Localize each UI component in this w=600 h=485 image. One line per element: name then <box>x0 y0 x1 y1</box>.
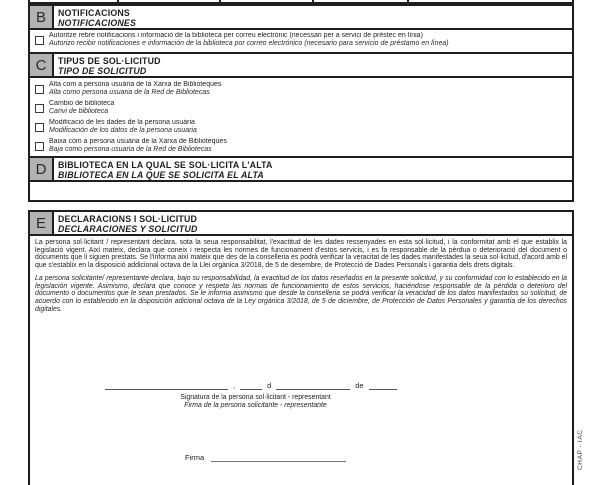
request-type-option-alta <box>35 81 568 100</box>
section-c-title-ca: TIPUS DE SOL·LICITUD <box>58 56 161 66</box>
library-name-field[interactable] <box>30 182 572 200</box>
option-label-es: Autorizo recibir notificaciones e información de la biblioteca por correo electrónico (necesario para servicio de préstamo en línea) <box>49 40 449 48</box>
signature-caption-ca: Signatura de la persona sol·licitant - representant <box>180 394 331 401</box>
form-body <box>28 0 574 485</box>
section-b-notifications <box>28 4 574 54</box>
section-d-header <box>30 158 572 182</box>
table-column-divider <box>219 0 221 3</box>
day-blank-field[interactable] <box>240 381 262 390</box>
option-label-es: Modificación de los datos de la persona usuaria <box>49 127 197 135</box>
request-type-alta-checkbox[interactable] <box>35 85 44 94</box>
declaration-paragraph-es: La persona solicitante/ representante declara, bajo su responsabilidad, la exactitud de los datos reseñados en la presente solicitud, y su conformidad con lo establecido en la legislación vigente. Asimismo, declara que conoce y respeta las normas de funcionamiento de estos servicios, haciéndose responsable de la pérdida o deterioro del documento o documentos que le sean prestados. Se le informa asimismo que desde la conselleria se podrá verificar la veracidad de los datos manifestados su solicitud, de acuerdo con lo establecido en la disposición adicional octava de la Ley orgánica 3/2018, de 5 de diciembre, de Protección de Datos Personales y garantía de los derechos digitales. <box>35 274 567 313</box>
place-blank-field[interactable] <box>105 381 228 390</box>
notifications-consent-checkbox[interactable] <box>35 36 44 45</box>
section-c-title <box>54 54 161 76</box>
option-label-es: Canvi de biblioteca <box>49 108 109 116</box>
signature-caption-es: Firma de la persona solicitante - representante <box>184 401 327 409</box>
section-e-title-es: DECLARACIONES Y SOLICITUD <box>58 224 198 234</box>
section-c-body <box>30 78 572 156</box>
option-label-ca: Cambio de biblioteca <box>49 100 115 107</box>
date-connector-d: d <box>267 381 272 390</box>
option-label-es: Baja como persona usuaria de la Red de Bibliotecas <box>49 146 212 154</box>
signature-blank-field[interactable] <box>211 453 346 462</box>
section-letter-d: D <box>30 158 54 180</box>
declaration-paragraph-ca: La persona sol·licitant / representant declara, sota la seua responsabilitat, l'exactitud de les dades ressenyades en esta sol·licitud, i la conformitat amb el que establix la legislació vigent. Així mateix, declara que coneix i respecta les normes de funcionament d'estos servicis, i es fa responsable de la pèrdua o deterioració del document o documents que li siguen prestats. Se l'informa així mateix que des de la conselleria es podrà verificar la veracitat de les dades manifestades la seua sol·licitud, d'acord amb el que s'establix en la disposició addicional octava de la Llei orgànica 3/2018, de 5 de desembre, de Protecció de Dades Personals i garantia dels drets digitals. <box>35 239 567 270</box>
request-type-cambio-checkbox[interactable] <box>35 104 44 113</box>
request-type-option-baixa <box>35 138 568 157</box>
option-label-ca: Autoritze rebre notificacions i informació de la biblioteca per correu electrònic (necessari per a servici de préstec en línia) <box>49 32 423 39</box>
section-c-header <box>30 54 572 78</box>
date-line <box>105 381 397 390</box>
section-letter-c: C <box>30 54 54 76</box>
section-e-body <box>30 239 572 485</box>
option-label-ca: Alta com a persona usuària de la Xarxa de Biblioteques <box>49 81 222 88</box>
section-e-title-ca: DECLARACIONS I SOL·LICITUD <box>58 214 198 224</box>
section-letter-e: E <box>30 212 54 234</box>
option-label-ca: Modificació de les dades de la persona usuària <box>49 119 195 126</box>
year-blank-field[interactable] <box>369 381 397 390</box>
request-type-cambio-label <box>49 100 114 117</box>
firma-label: Firma <box>185 453 205 462</box>
section-b-body <box>30 30 572 52</box>
option-label-ca: Baixa com a persona usuària de la Xarxa de Biblioteques <box>49 138 227 145</box>
previous-section-table-remnant <box>28 0 574 4</box>
request-type-option-cambio <box>35 100 568 119</box>
table-column-divider <box>117 0 119 3</box>
section-e-title <box>54 212 198 234</box>
section-b-title-es: NOTIFICACIONES <box>58 18 137 28</box>
table-column-divider <box>312 0 314 3</box>
request-type-modificacio-checkbox[interactable] <box>35 123 44 132</box>
section-e-declarations <box>28 210 574 485</box>
request-type-baixa-label <box>49 138 227 155</box>
section-gap <box>28 202 574 210</box>
section-letter-b: B <box>30 6 54 28</box>
section-b-title-ca: NOTIFICACIONS <box>58 8 130 18</box>
option-label-es: Alta como persona usuaria de la Red de Bibliotecas <box>49 89 210 97</box>
section-c-title-es: TIPO DE SOLICITUD <box>58 66 147 76</box>
firma-row <box>185 453 346 462</box>
month-blank-field[interactable] <box>276 381 350 390</box>
section-b-header <box>30 6 572 30</box>
request-type-alta-label <box>49 81 221 98</box>
request-type-option-modificacio <box>35 119 568 138</box>
section-c-request-type <box>28 52 574 158</box>
section-d-title-ca: BIBLIOTECA EN LA QUAL SE SOL·LICITA L'ALTA <box>58 160 273 170</box>
section-d-title <box>54 158 273 180</box>
date-connector-de: de <box>355 381 364 390</box>
section-d-title-es: BIBLIOTECA EN LA QUE SE SOLICITA EL ALTA <box>58 170 264 180</box>
request-type-baixa-checkbox[interactable] <box>35 142 44 151</box>
section-b-title <box>54 6 136 28</box>
section-e-header <box>30 212 572 236</box>
date-comma: , <box>233 381 236 390</box>
notifications-consent-option <box>35 32 568 51</box>
form-code-side-text: CHAP - IAC <box>577 429 584 470</box>
section-d-library <box>28 156 574 202</box>
notifications-consent-label <box>49 32 449 49</box>
request-type-modificacio-label <box>49 119 197 136</box>
signature-captions <box>103 394 408 410</box>
table-column-divider <box>407 0 409 3</box>
